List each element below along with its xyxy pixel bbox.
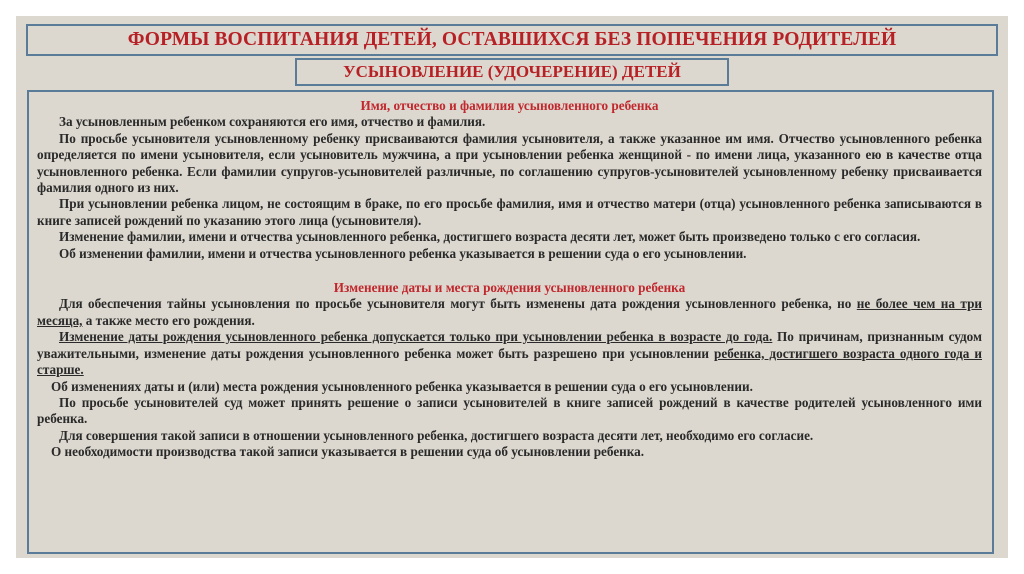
slide-title — [26, 24, 998, 56]
section-gap — [37, 262, 982, 280]
paragraph: Об изменении фамилии, имени и отчества усыновленного ребенка указывается в решении суда о его усыновлении. — [59, 245, 747, 261]
slide-subtitle-text: УСЫНОВЛЕНИЕ (УДОЧЕРЕНИЕ) ДЕТЕЙ — [343, 62, 681, 81]
paragraph: По просьбе усыновителей суд может принять решение о записи усыновителей в книге записей рождений в качестве родителей усыновленного ими ребенка. — [37, 394, 982, 427]
text-run: По причинам, признанным судом уважительными, изменение даты рождения усыновленного ребенка может быть разрешено при усыновлении — [37, 329, 983, 361]
content-panel — [27, 90, 994, 554]
underlined-text: ребенка, достигшего возраста одного года и старше. — [37, 345, 982, 378]
paragraph: При усыновлении ребенка лицом, не состоящим в браке, по его просьбе фамилия, имя и отчество матери (отца) усыновленного ребенка записываются в книге записей рождений по указанию этого лица (усыновителя). — [37, 196, 982, 228]
section-heading-birth: Изменение даты и места рождения усыновленного ребенка — [333, 280, 686, 296]
paragraph: По просьбе усыновителя усыновленному ребенку присваиваются фамилия усыновителя, а также указанное им имя. Отчество усыновленного ребенка определяется по имени усыновителя, если усыновитель мужчина, а при усыновлении ребенка женщиной - по имени лица, указанного ею в качестве отца усыновленного ребенка. Если фамилии супругов-усыновителей различные, по соглашению супругов-усыновителей усыновленному ребенку присваивается фамилия одного из них. — [37, 130, 982, 196]
underlined-text: не более чем на три месяца, — [37, 296, 982, 328]
paragraph — [37, 329, 982, 378]
slide — [16, 16, 1008, 558]
underlined-text: Изменение даты рождения усыновленного ребенка допускается только при усыновлении ребенка в возрасте до года. — [59, 329, 773, 345]
paragraph — [37, 296, 982, 329]
paragraph: За усыновленным ребенком сохраняются его имя, отчество и фамилия. — [59, 114, 486, 130]
slide-subtitle — [295, 58, 729, 86]
paragraph: Изменение фамилии, имени и отчества усыновленного ребенка, достигшего возраста десяти лет, может быть произведено только с его согласия. — [59, 229, 921, 245]
slide-title-text: ФОРМЫ ВОСПИТАНИЯ ДЕТЕЙ, ОСТАВШИХСЯ БЕЗ ПОПЕЧЕНИЯ РОДИТЕЛЕЙ — [127, 29, 897, 50]
paragraph: Для совершения такой записи в отношении усыновленного ребенка, достигшего возраста десяти лет, необходимо его согласие. — [59, 427, 814, 443]
paragraph: О необходимости производства такой записи указывается в решении суда об усыновлении ребенка. — [51, 444, 645, 460]
text-run: Для обеспечения тайны усыновления по просьбе усыновителя могут быть изменены дата рождения усыновленного ребенка, но — [59, 296, 857, 312]
paragraph: Об изменениях даты и (или) места рождения усыновленного ребенка указывается в решении суда о его усыновлении. — [51, 378, 753, 394]
text-run: а также место его рождения. — [82, 312, 255, 328]
section-heading-name: Имя, отчество и фамилия усыновленного ребенка — [360, 98, 659, 113]
